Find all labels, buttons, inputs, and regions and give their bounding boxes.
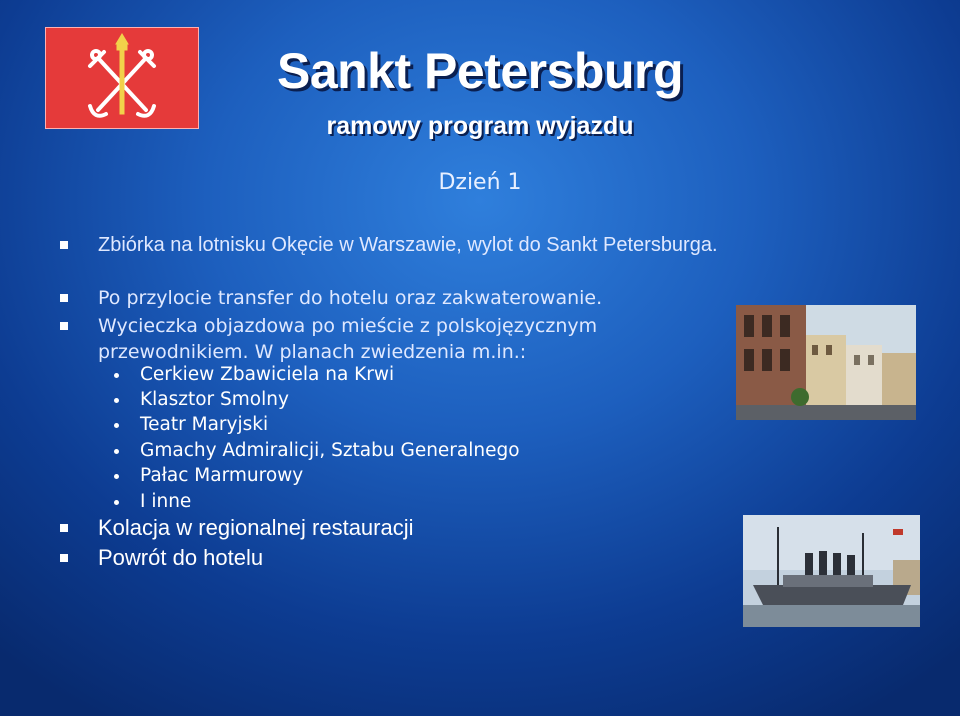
round-bullet-icon — [114, 500, 119, 505]
list-item-text: Kolacja w regionalnej restauracji — [98, 515, 414, 540]
square-bullet-icon — [60, 554, 68, 562]
sub-list-item — [140, 413, 268, 437]
list-item — [98, 545, 798, 571]
sub-list-item-text: Teatr Maryjski — [140, 414, 269, 435]
sub-list-item — [140, 490, 191, 514]
round-bullet-icon — [114, 474, 119, 479]
list-item — [98, 313, 738, 365]
square-bullet-icon — [60, 294, 68, 302]
round-bullet-icon — [114, 423, 119, 428]
list-item-text: Zbiórka na lotnisku Okęcie w Warszawie, wylot do Sankt Petersburga. — [98, 234, 718, 256]
square-bullet-icon — [60, 241, 68, 249]
round-bullet-icon — [114, 373, 119, 378]
square-bullet-icon — [60, 524, 68, 532]
day-heading: Dzień 1 — [438, 170, 522, 195]
list-item-text: Po przylocie transfer do hotelu oraz zakwaterowanie. — [98, 287, 603, 309]
sub-list-item-text: Pałac Marmurowy — [140, 465, 304, 486]
round-bullet-icon — [114, 398, 119, 403]
sub-list-item-text: Gmachy Admiralicji, Sztabu Generalnego — [140, 440, 520, 461]
sub-list-item — [140, 388, 289, 412]
slide-title: Sankt Petersburg — [276, 43, 683, 99]
list-item-text: Wycieczka objazdowa po mieście z polskojęzycznym przewodnikiem. W planach zwiedzenia m.in.: — [98, 315, 598, 363]
list-item — [98, 232, 788, 258]
list-item-text: Powrót do hotelu — [98, 545, 264, 570]
sub-list-item — [140, 363, 394, 387]
sub-list-item-text: Cerkiew Zbawiciela na Krwi — [140, 364, 395, 385]
sub-list-item — [140, 439, 520, 463]
list-item — [98, 285, 798, 311]
round-bullet-icon — [114, 449, 119, 454]
slide-subtitle: ramowy program wyjazdu — [326, 112, 634, 140]
sub-list-item-text: I inne — [140, 491, 192, 512]
sub-list-item — [140, 464, 303, 488]
sub-list-item-text: Klasztor Smolny — [140, 389, 289, 410]
aurora-cruiser-photo — [743, 515, 920, 627]
list-item — [98, 515, 798, 541]
square-bullet-icon — [60, 322, 68, 330]
city-street-photo — [736, 305, 916, 420]
